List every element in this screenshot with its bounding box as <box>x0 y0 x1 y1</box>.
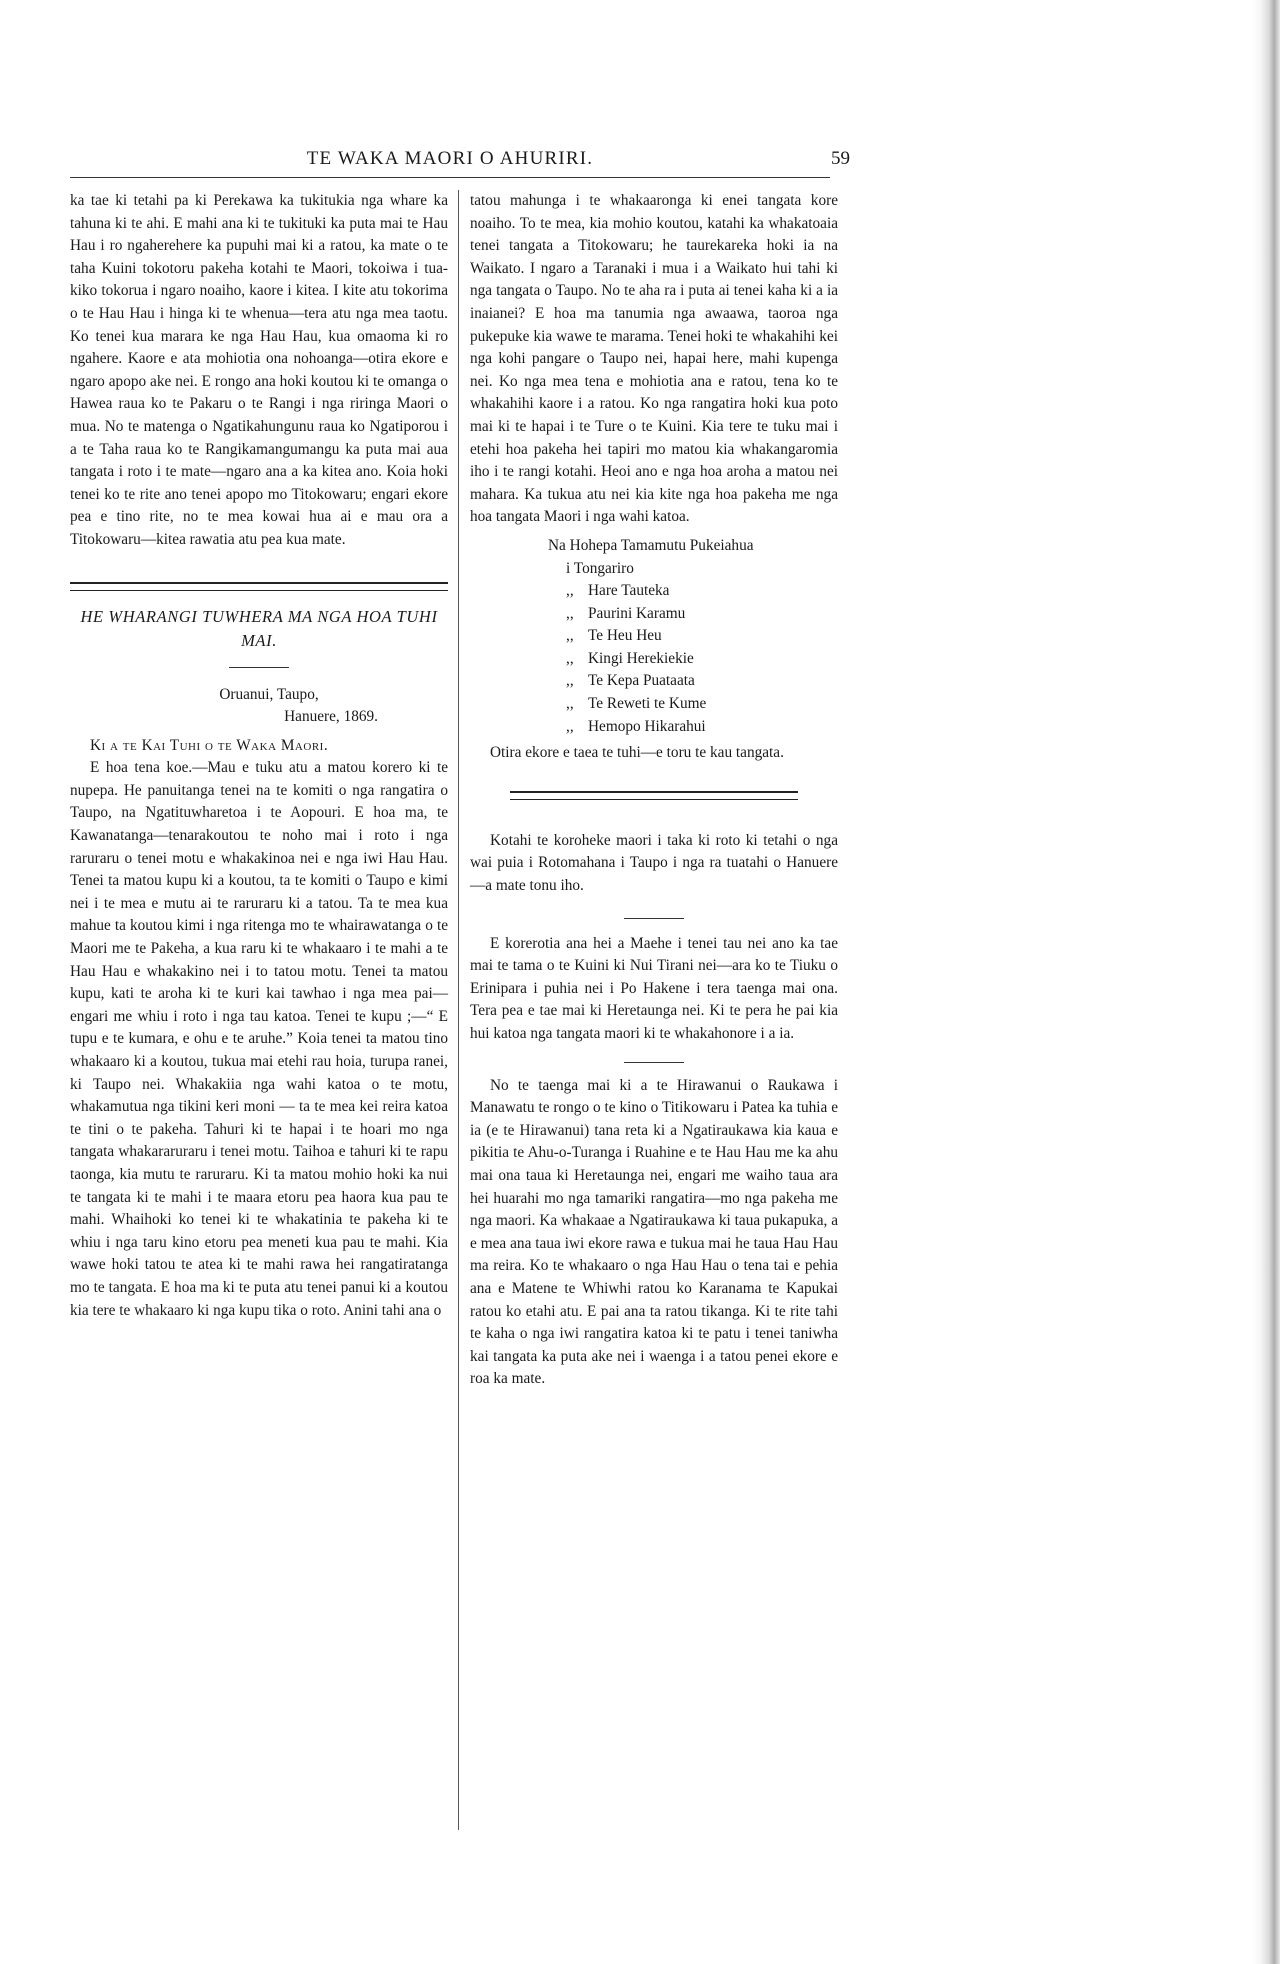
signatory-place: i Tongariro <box>566 559 634 577</box>
short-rule <box>229 667 289 668</box>
ditto-mark: ,, <box>566 717 574 735</box>
ditto-mark: ,, <box>566 582 574 600</box>
signatory: ,, Hare Tauteka <box>548 580 838 603</box>
section-double-rule <box>510 791 798 800</box>
section-double-rule <box>70 582 448 591</box>
signatory: ,, Paurini Karamu <box>548 603 838 626</box>
signatory: ,, Te Kepa Puataata <box>548 670 838 693</box>
intro-paragraph: ka tae ki tetahi pa ki Perekawa ka tukitukia nga whare ka tahuna ki te ahi. E mahi ana ki te tukituki ka puta mai te Hau Hau i ro ngaherehere ka pupuhi mai ki a ratou, ka mate o te taha Kuini tokotoru pakeha kotahi te Maori, tokoiwa i tua-kiko tokorua i ngaro noaiho, kaore i kitea. I kite atu tokorima o te Hau Hau i hinga ki te whenua—tera atu nga mea taotu. Ko tenei kua marara ke nga Hau Hau, kua omaoma ki ro ngahere. Kaore e ata mohiotia ona nohoanga—otira ekore e ngaro apopo ake nei. E rongo ana hoki koutou ki te omanga o Hawea raua ko te Pakaru o te Rangi i nga riringa Maori o mua. No te matenga o Ngatikahungunu raua ko Ngatiporou i a te Taha raua ko te Rangikamangumangu ka puta mai aua tangata i roto i te mate—ngaro ana a ka kitea ano. Koia hoki tenei ko te rite ano tenei apopo mo Titokowaru; engari ekore pea e tino rite, no te mea kowai hua ai e mau ora a Titokowaru—kitea rawatia atu pea kua mate. <box>70 192 448 548</box>
ditto-mark: ,, <box>566 672 574 690</box>
ditto-mark: ,, <box>566 649 574 667</box>
ditto-mark: ,, <box>566 695 574 713</box>
short-rule <box>624 1062 684 1063</box>
signatures <box>470 535 838 738</box>
signatory: ,, Te Heu Heu <box>548 625 838 648</box>
ditto-mark: ,, <box>566 627 574 645</box>
left-column <box>70 190 448 1322</box>
news-item: Kotahi te koroheke maori i taka ki roto ki tetahi o nga wai puia i Rotomahana i Taupo i nga ra tuatahi o Hanuere—a mate tonu iho. <box>470 831 838 895</box>
letter-continuation: tatou mahunga i te whakaaronga ki enei tangata kore noaiho. To te mea, kia mohio koutou, katahi ka whakatoaia tenei tangata a Titokowaru; he taurekareka hoki ia na Waikato. I ngaro a Taranaki i mua i a Waikato hui tahi ki nga tangata o Taupo. No te aha ra i puta ai tenei kaha ki a ia inaianei? E hoa ma tanumia nga awaawa, taoroa nga pukepuke kia wawe te marama. Tenei hoki te whakahihi kei nga kohi pangare o Taupo nei, hapai here, mahi kupenga nei. Ko nga mea tena e mohiotia ana e ratou, tena ko te whakahihi kaore i a ratou. Ko nga rangatira hoki kua poto mai ki te hapai i te Ture o te Kuini. Kia tere te tuku mai i etehi hoa pakeha hei tapiri mo matou kia whakangaromia iho i te rangi kotahi. Heoi ano e nga hoa aroha a matou nei mahara. Ka tukua atu nei kia kite nga hoa pakeha me nga hoa tangata Maori i nga wahi katoa. <box>470 192 838 526</box>
salutation: Ki a te Kai Tuhi o te Waka Maori. <box>90 736 329 754</box>
dateline-place: Oruanui, Taupo, <box>219 685 319 703</box>
signatory: Na Hohepa Tamamutu Pukeiahua <box>548 536 754 554</box>
short-rule <box>624 918 684 919</box>
signatory: ,, Te Reweti te Kume <box>548 693 838 716</box>
dateline-date: Hanuere, 1869. <box>284 708 378 726</box>
signatory: ,, Kingi Herekiekie <box>548 648 838 671</box>
column-divider <box>458 190 459 1830</box>
right-column <box>470 190 838 1391</box>
news-item: E korerotia ana hei a Maehe i tenei tau nei ano ka tae mai te tama o te Kuini ki Nui Tirani nei—ara ko te Tiuku o Erinipara i puhia nei i Po Hakene i tera taenga mai ona. Tera pea e tae mai ki Heretaunga nei. Ki te pera he pai kia hui katoa nga tangata maori ki te whakahonore i a ia. <box>470 934 838 1042</box>
scan-page-edge <box>1252 0 1280 1964</box>
running-head-title: TE WAKA MAORI O AHURIRI. <box>306 148 594 169</box>
signatory: ,, Hemopo Hikarahui <box>548 716 838 739</box>
letter-body: E hoa tena koe.—Mau e tuku atu a matou korero ki te nupepa. He panuitanga tenei na te komiti o nga rangatira o Taupo, na Ngatituwharetoa i te Aopouri. E hoa ma, te Kawanatanga—tenarakoutou te noho mai i roto i nga raruraru o tenei motu e whakakinoa nei e nga iwi Hau Hau. Tenei ta matou kupu ki a koutou, ta te komiti o Taupo e kimi nei i te mea e mutu ai te raruraru ki a tatou. Ta te mea kua mahue ta koutou kimi i nga ritenga mo te whairawatanga o te Maori me te Pakeha, a kua raru ki te whakaaro i te mahi a te Hau Hau e whakakino nei i to tatou motu. Tenei ta matou kupu, kati te aroha ki te kuri kai tawhao i nga mea pai—engari me whiu i roto i nga tau katoa. Tenei te kupu ;—“ E tupu e te kumara, e ohu e te aruhe.” Koia tenei ta matou tino whakaaro ki a koutou, tukua mai etehi rau hoia, turupa ranei, ki Taupo nei. Whakakiia nga wahi katoa o te motu, whakamutua nga tikini keri moni — ta te mea kei reira katoa te tini o te pakeha. Tahuri ki te hapai i te hoari mo nga tangata whakararuraru i tenei motu. Taihoa e tahuri ki te rapu taonga, kia mutu te raruraru. Ki ta matou mohio hoki ka nui te tangata ki te mahi i te maara etoru pea haora kua pau te mahi. Whaihoki ko tenei ki te whakatinia te pakeha ki te whiu i nga taru kino etoru pea meneti kua pau te mahi. Kia wawe hoki tatou te atea ki te mahi rawa hei rangatiratanga mo te tangata. E hoa ma ki te puta atu tenei panui ki a koutou kia tere te whakaaro ki nga kupu tika o roto. Anini tahi ana o <box>70 759 448 1319</box>
header-rule <box>70 177 830 178</box>
page-number: 59 <box>831 148 850 169</box>
closing-note: Otira ekore e taea te tuhi—e toru te kau tangata. <box>490 744 784 762</box>
page-header <box>70 146 850 176</box>
ditto-mark: ,, <box>566 604 574 622</box>
news-item: No te taenga mai ki a te Hirawanui o Raukawa i Manawatu te rongo o te kino o Titikowaru i Patea ka tuhia e ia (e te Hirawanui) tana reta ki a Ngatiraukawa kia kaua e pikitia te Ahu-o-Turanga i Ruahine e te Hau Hau me ka ahu mai ona taua ki Heretaunga nei, engari me waiho taua ara hei huarahi mo nga tamariki rangatira—mo nga pakeha me nga maori. Ka whakaae a Ngatiraukawa ki taua pukapuka, a e mea ana taua iwi ekore rawa e tukua mai he taua Hau Hau ma reira. Ko te whakaaro o nga Hau Hau o tena tai e pehia ana e Matene te Whiwhi ratou ko Karanama te Kapukai ratou ko etahi atu. E pai ana ta ratou tikanga. Ki te rite tahi te kaha o nga iwi rangatira katoa ki te patu i tenei taniwha kai tangata ka puta ake nei i waenga i a tatou penei ekore e roa ka mate. <box>470 1076 838 1388</box>
section-heading: HE WHARANGI TUWHERA MA NGA HOA TUHI MAI. <box>80 606 438 650</box>
